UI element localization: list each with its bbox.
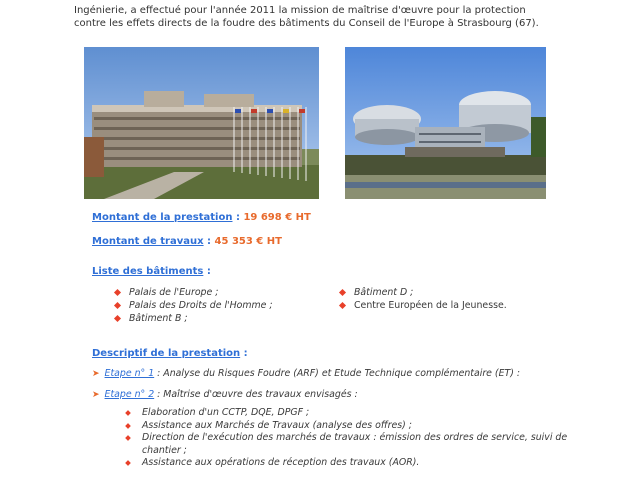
arrow-icon: ➤ — [92, 390, 100, 400]
batiments-list-right — [340, 286, 507, 312]
step-1-text: : Analyse du Risques Foudre (ARF) et Etude Technique complémentaire (ET) : — [157, 368, 521, 379]
montant-travaux: Montant de travaux : 45 353 € HT — [92, 236, 282, 247]
list-item: Bâtiment D ; — [340, 286, 507, 299]
list-item: Palais des Droits de l'Homme ; — [115, 299, 273, 312]
montant-travaux-label: Montant de travaux — [92, 236, 204, 247]
list-item: Centre Européen de la Jeunesse. — [340, 299, 507, 312]
step-2 — [92, 389, 358, 400]
bullet-icon — [114, 289, 121, 296]
descriptif-heading: Descriptif de la prestation : — [92, 348, 248, 359]
bullet-icon — [339, 289, 346, 296]
batiments-heading: Liste des bâtiments : — [92, 266, 211, 277]
bullet-icon — [114, 302, 121, 309]
palais-de-l-europe-photo — [84, 47, 319, 199]
bullet-icon — [125, 410, 131, 416]
list-item: Assistance aux Marchés de Travaux (analyse des offres) ; — [124, 420, 564, 433]
batiments-list-left — [115, 286, 273, 325]
list-item: Direction de l'exécution des marchés de travaux : émission des ordres de service, suivi de chantier ; — [124, 432, 572, 457]
intro-paragraph — [74, 4, 594, 30]
list-item: Elaboration d'un CCTP, DQE, DPGF ; — [124, 407, 564, 420]
montant-travaux-value: 45 353 € HT — [214, 236, 282, 247]
intro-line-1: Ingénierie, a effectué pour l'année 2011 la mission de maîtrise d'œuvre pour la protection — [74, 5, 526, 16]
bullet-icon — [125, 423, 131, 429]
step-2-text: : Maîtrise d'œuvre des travaux envisagés : — [157, 389, 358, 400]
list-item: Palais de l'Europe ; — [115, 286, 273, 299]
tasks-list — [124, 407, 568, 470]
montant-prestation-value: 19 698 € HT — [243, 212, 311, 223]
list-item: Bâtiment B ; — [115, 312, 273, 325]
montant-prestation-label: Montant de la prestation — [92, 212, 233, 223]
intro-line-2: contre les effets directs de la foudre des bâtiments du Conseil de l'Europe à Strasbourg (67). — [74, 18, 539, 29]
palais-des-droits-de-l-homme-photo — [345, 47, 546, 199]
step-1-label: Etape n° 1 — [104, 368, 155, 379]
bullet-icon — [339, 302, 346, 309]
bullet-icon — [114, 315, 121, 322]
montant-prestation: Montant de la prestation : 19 698 € HT — [92, 212, 311, 223]
arrow-icon: ➤ — [92, 369, 100, 379]
list-item: Assistance aux opérations de réception des travaux (AOR). — [124, 457, 564, 470]
step-2-label: Etape n° 2 — [104, 389, 155, 400]
bullet-icon — [125, 435, 131, 441]
bullet-icon — [125, 460, 131, 466]
step-1 — [92, 368, 520, 379]
